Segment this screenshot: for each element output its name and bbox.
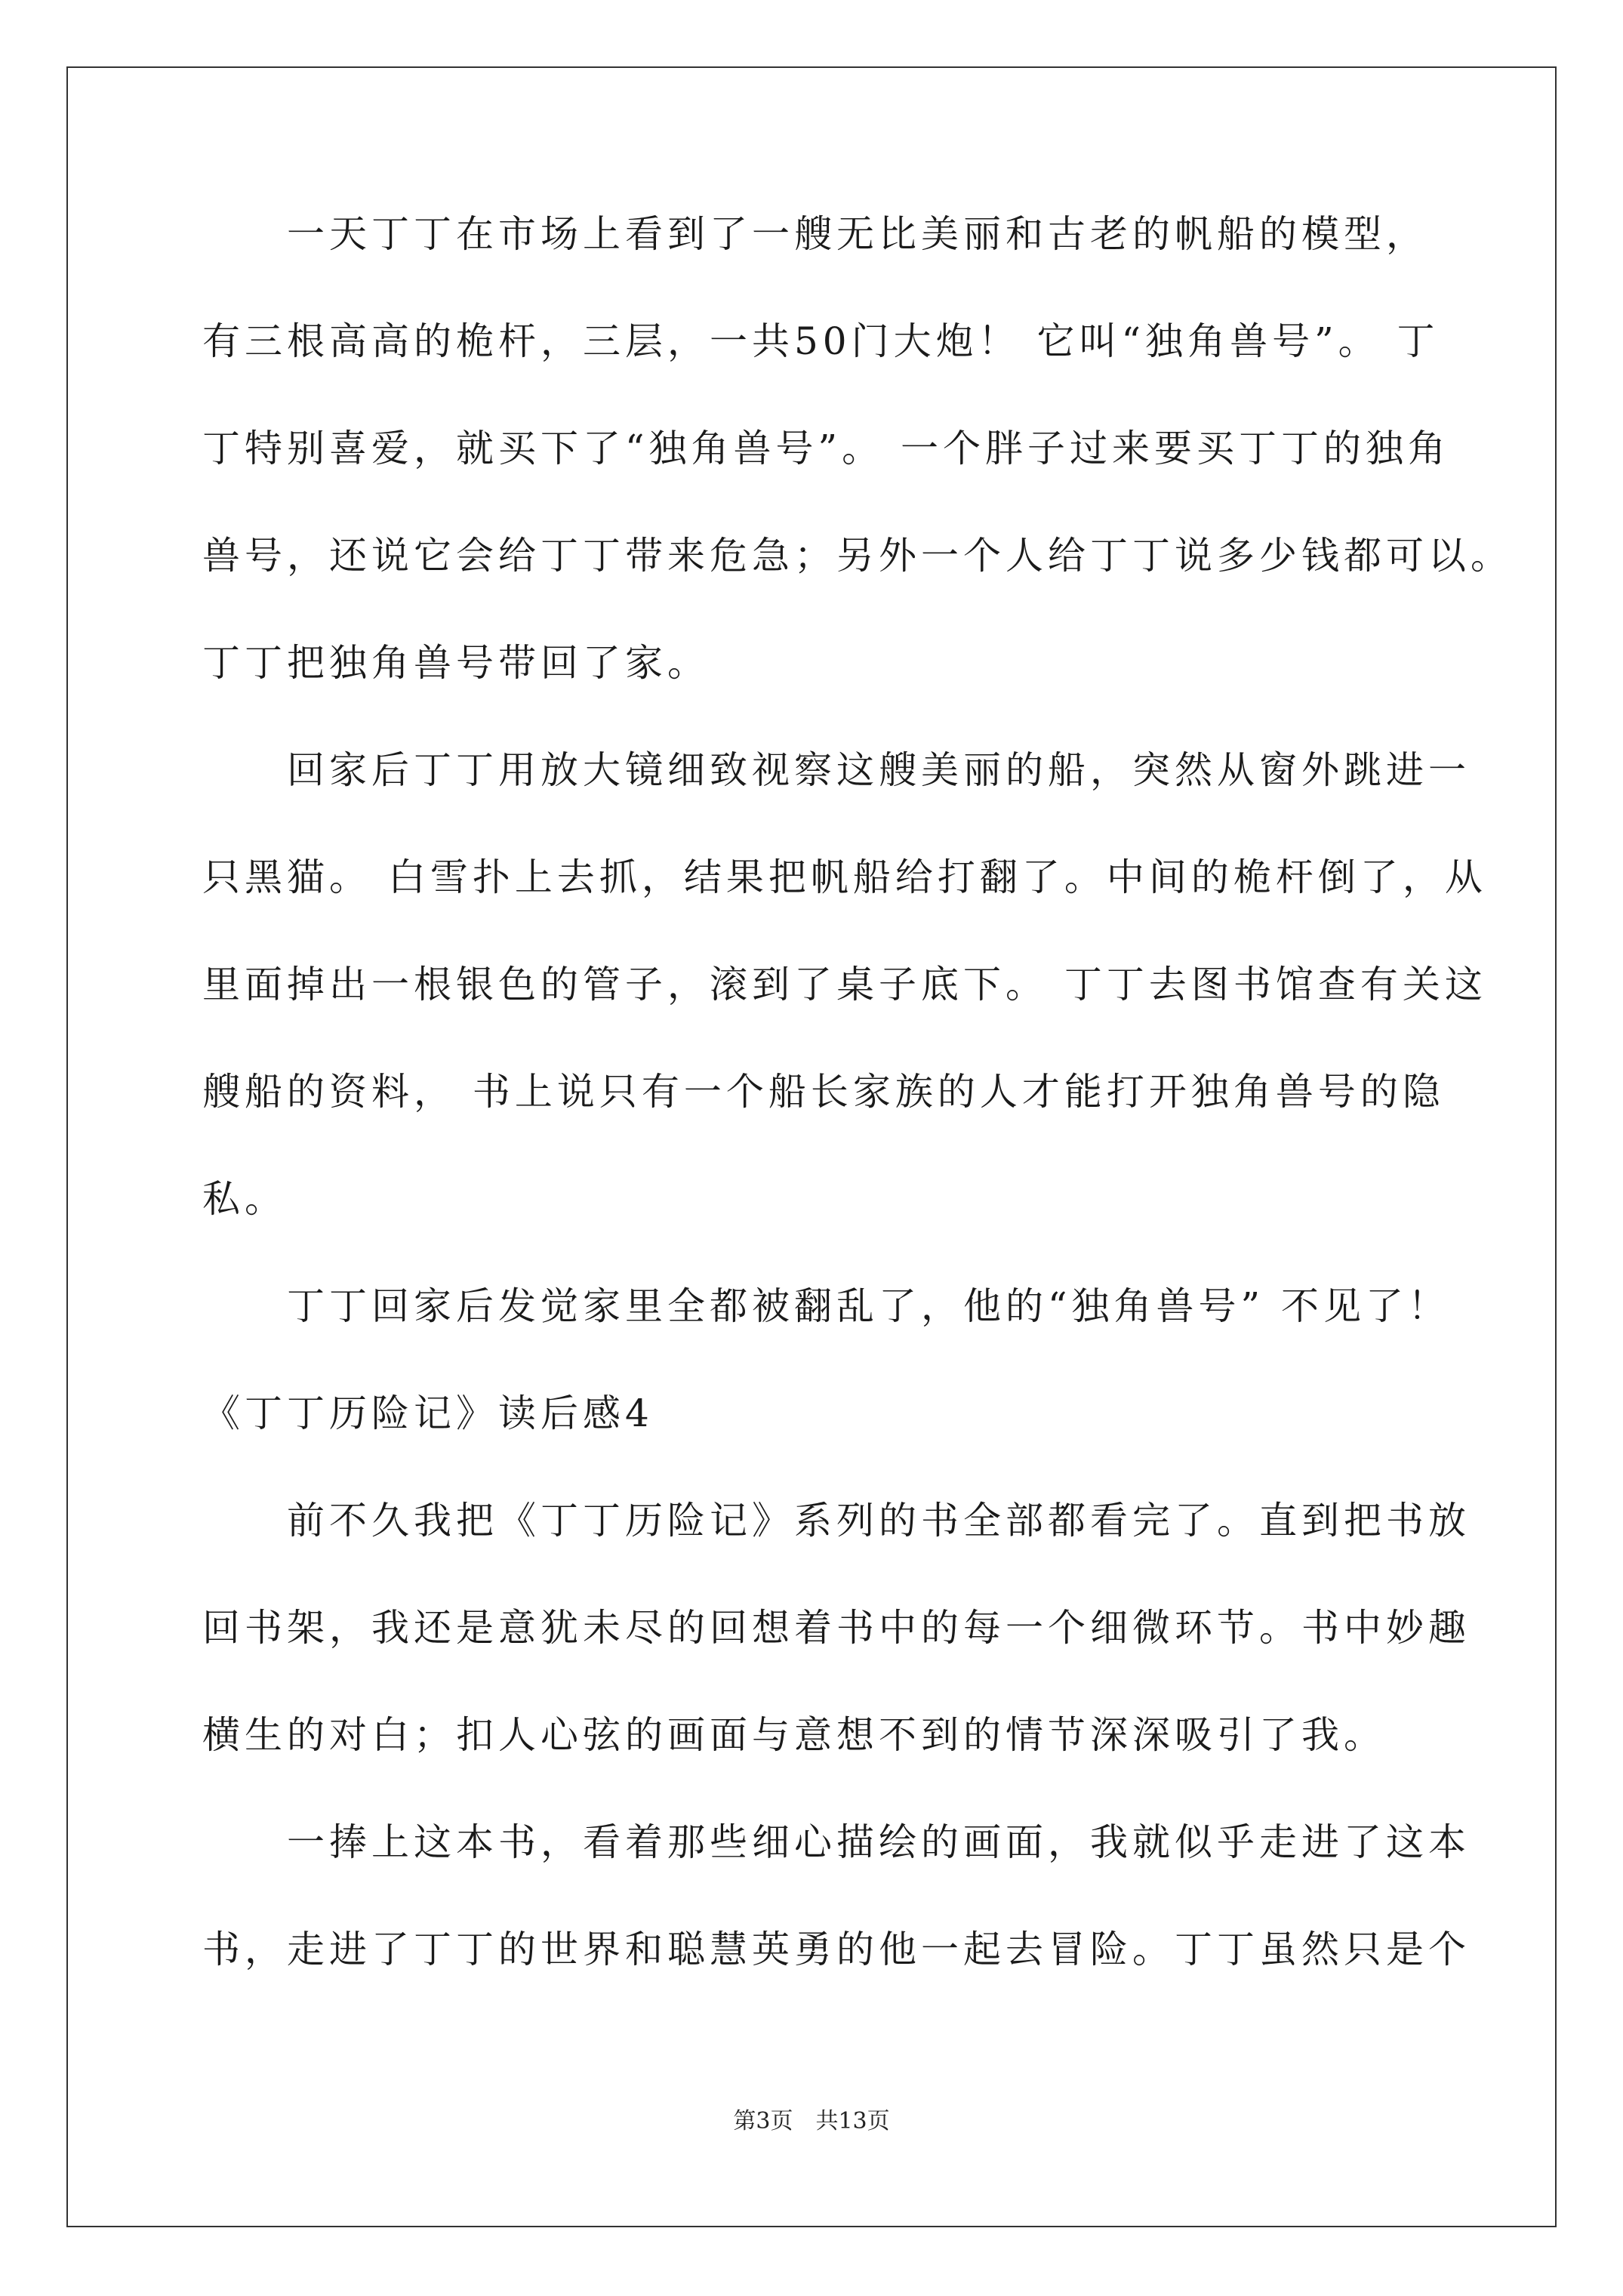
text-line: 回书架，我还是意犹未尽的回想着书中的每一个细微环节。书中妙趣	[202, 1606, 1471, 1650]
section-heading: 《丁丁历险记》读后感4	[202, 1391, 654, 1435]
text-line: 回家后丁丁用放大镜细致视察这艘美丽的船，突然从窗外跳进一	[202, 748, 1471, 792]
text-line: 丁特别喜爱，就买下了“独角兽号”。 一个胖子过来要买丁丁的独角	[202, 427, 1451, 470]
text-line: 艘船的资料， 书上说只有一个船长家族的人才能打开独角兽号的隐	[202, 1070, 1445, 1114]
text-line: 有三根高高的桅杆，三层，一共50门大炮！ 它叫“独角兽号”。 丁	[202, 319, 1440, 363]
text-line: 丁丁回家后发觉家里全都被翻乱了，他的“独角兽号” 不见了！	[202, 1284, 1451, 1328]
page-footer: 第3页 共13页	[733, 2108, 890, 2134]
page-frame	[66, 66, 1557, 2227]
text-line: 书，走进了丁丁的世界和聪慧英勇的他一起去冒险。丁丁虽然只是个	[202, 1928, 1471, 1971]
text-line: 丁丁把独角兽号带回了家。	[202, 641, 710, 685]
text-line: 里面掉出一根银色的管子，滚到了桌子底下。 丁丁去图书馆查有关这	[202, 963, 1487, 1006]
text-line: 前不久我把《丁丁历险记》系列的书全部都看完了。直到把书放	[202, 1499, 1471, 1542]
text-line: 只黑猫。 白雪扑上去抓，结果把帆船给打翻了。中间的桅杆倒了，从	[202, 855, 1487, 899]
text-line: 一捧上这本书，看着那些细心描绘的画面，我就似乎走进了这本	[202, 1820, 1471, 1864]
text-line: 一天丁丁在市场上看到了一艘无比美丽和古老的帆船的模型，	[202, 212, 1428, 256]
text-line: 横生的对白；扣人心弦的画面与意想不到的情节深深吸引了我。	[202, 1713, 1386, 1757]
text-line: 兽号，还说它会给丁丁带来危急；另外一个人给丁丁说多少钱都可以。	[202, 534, 1513, 578]
text-line: 私。	[202, 1177, 287, 1221]
